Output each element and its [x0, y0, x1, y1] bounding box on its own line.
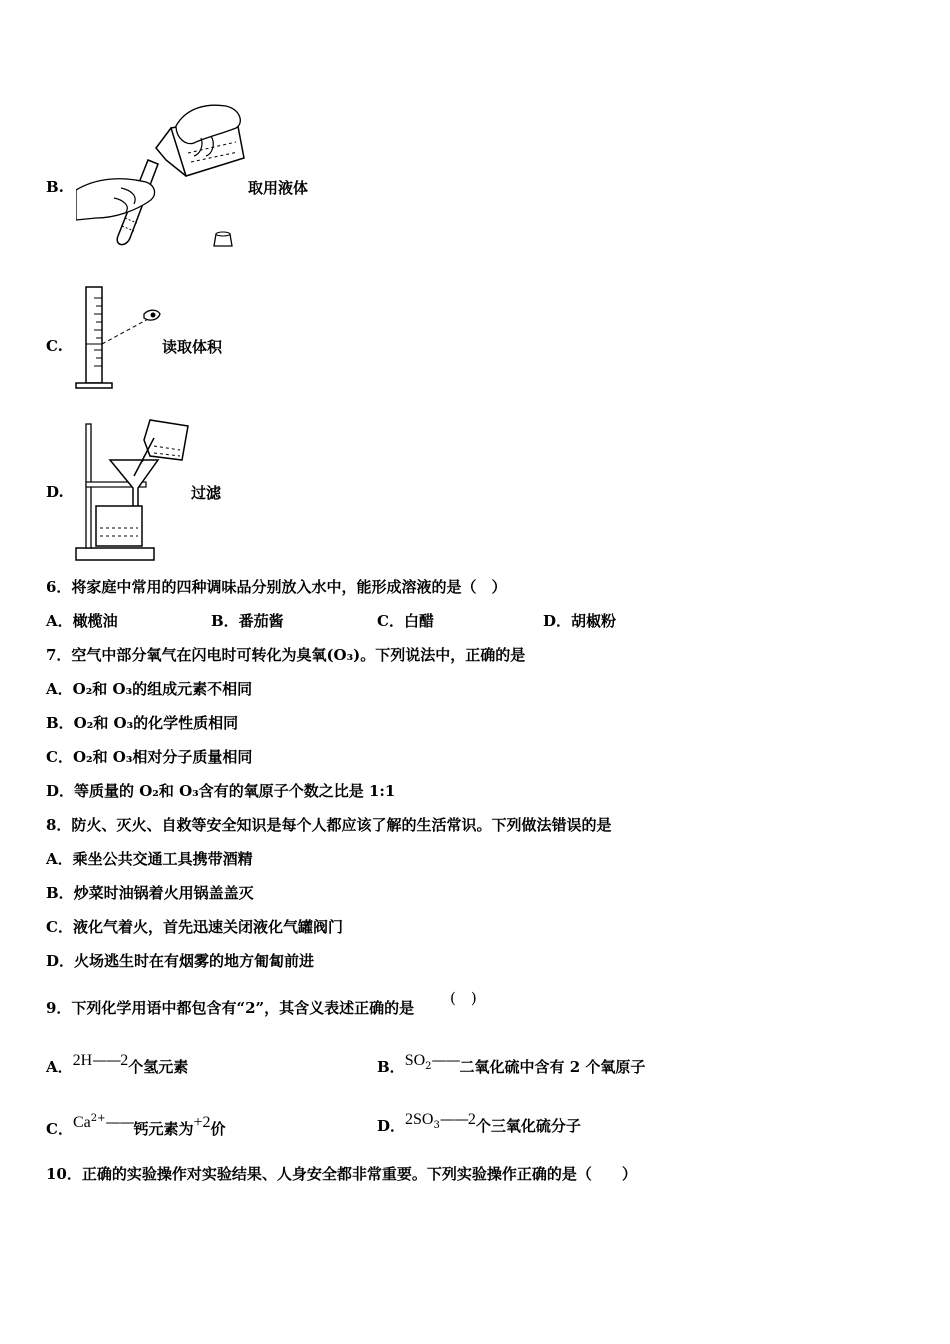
q9-option-b-formula: SO	[404, 1052, 426, 1069]
q9-paren: ( )	[450, 989, 477, 1007]
q7-option-b: B．O₂和 O₃的化学性质相同	[46, 714, 239, 732]
q9-option-b-text: 二氧化硫中含有 2 个氧原子	[459, 1058, 646, 1076]
q9-option-a-letter: A．	[46, 1058, 73, 1076]
q6-stem: 6．将家庭中常用的四种调味品分别放入水中，能形成溶液的是（ ）	[46, 578, 507, 596]
pouring-liquid-illustration	[76, 98, 246, 254]
q9-option-a-formula: 2H	[72, 1052, 93, 1069]
q9-option-c-text: 钙元素为	[133, 1120, 194, 1138]
q9-option-d-text: 个三氧化硫分子	[475, 1117, 581, 1135]
q6-option-c: C．白醋	[377, 612, 434, 630]
q9-option-b-letter: B．	[377, 1058, 405, 1076]
q9-option-c-valence: +2	[193, 1114, 211, 1131]
q8-option-b: B．炒菜时油锅着火用锅盖盖灭	[46, 884, 254, 902]
option-b-label: B.	[46, 178, 64, 196]
q9-option-c-letter: C．	[46, 1120, 73, 1138]
option-d-label: D.	[46, 483, 64, 501]
q7-option-c: C．O₂和 O₃相对分子质量相同	[46, 748, 253, 766]
q7-option-d: D．等质量的 O₂和 O₃含有的氧原子个数之比是 1:1	[46, 782, 396, 800]
q9-option-d-number: 2	[467, 1111, 476, 1128]
q9-option-a-dash: ——	[92, 1051, 121, 1069]
q9-option-b-dash: ——	[431, 1051, 460, 1069]
q9-option-b-subscript: 2	[425, 1061, 432, 1072]
q9-option-b	[377, 1051, 646, 1084]
q9-option-c	[46, 1113, 226, 1140]
option-d-caption: 过滤	[191, 484, 222, 502]
option-c-label: C.	[46, 337, 63, 355]
q9-option-c-superscript: 2+	[90, 1113, 106, 1124]
q9-option-c-text2: 价	[210, 1120, 226, 1138]
q8-option-d: D．火场逃生时在有烟雾的地方匍匐前进	[46, 952, 315, 970]
q8-option-a: A．乘坐公共交通工具携带酒精	[46, 850, 253, 868]
option-c-caption: 读取体积	[162, 338, 223, 356]
q9-option-a	[46, 1051, 189, 1078]
q9-option-d-formula: 2SO	[405, 1111, 434, 1128]
q7-stem: 7．空气中部分氧气在闪电时可转化为臭氧(O₃)。下列说法中，正确的是	[46, 646, 526, 664]
q9-option-a-number: 2	[120, 1052, 129, 1069]
q9-option-d-dash: ——	[439, 1110, 468, 1128]
q6-option-d: D．胡椒粉	[543, 612, 617, 630]
q9-option-d-subscript: 3	[433, 1120, 440, 1131]
q9-option-d-letter: D．	[377, 1117, 406, 1135]
q9-option-d	[377, 1110, 581, 1143]
q9-option-a-text: 个氢元素	[128, 1058, 189, 1076]
q8-option-c: C．液化气着火，首先迅速关闭液化气罐阀门	[46, 918, 343, 936]
graduated-cylinder-illustration	[74, 284, 164, 390]
filtration-illustration	[72, 416, 192, 564]
q7-option-a: A．O₂和 O₃的组成元素不相同	[46, 680, 253, 698]
q8-stem: 8．防火、灭火、自救等安全知识是每个人都应该了解的生活常识。下列做法错误的是	[46, 816, 612, 834]
q6-option-a: A．橄榄油	[46, 612, 118, 630]
q9-option-c-dash: ——	[105, 1113, 134, 1131]
q6-option-b: B．番茄酱	[211, 612, 284, 630]
q9-stem: 9．下列化学用语中都包含有“2”，其含义表述正确的是	[46, 999, 415, 1017]
option-b-caption: 取用液体	[248, 179, 309, 197]
q9-option-c-formula: Ca	[72, 1114, 91, 1131]
q10-stem: 10．正确的实验操作对实验结果、人身安全都非常重要。下列实验操作正确的是（ ）	[46, 1165, 637, 1183]
